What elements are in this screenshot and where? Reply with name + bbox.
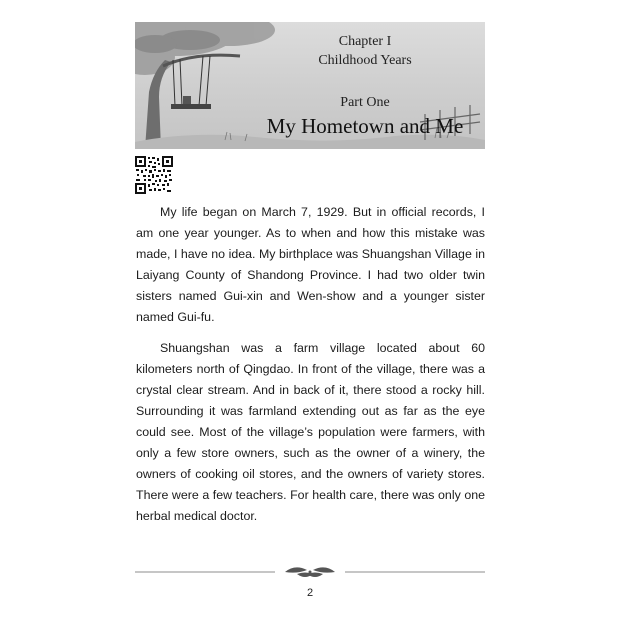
page-number: 2 (306, 587, 314, 599)
qr-code-icon[interactable] (135, 156, 173, 194)
paragraph-1: My life began on March 7, 1929. But in official records, I am one year younger. As to when and how this mistake was made, I have no idea. My birthplace was Shuangshan Village in Laiyang County of Shandong Province. I had two older twin sisters named Gui-xin and Wen-show and a younger sister named Gui-fu. (136, 205, 485, 324)
part-label: Part One (340, 95, 390, 110)
part-title: My Hometown and Me (266, 114, 464, 138)
paragraph-2: Shuangshan was a farm village located about 60 kilometers north of Qingdao. In front of the village, there was a crystal clear stream. And in back of it, there stood a rocky hill. Surrounding it was farmland extending out as far as the eye could see. Most of the village’s population were farmers, with only a few store owners, such as the owner of a winery, the owners of cooking oil stores, and the owners of variety stores. There were a few teachers. For health care, there was only one herbal medical doctor. (136, 341, 485, 523)
chapter-banner (135, 22, 485, 149)
body-text (136, 202, 485, 537)
chapter-title: Childhood Years (318, 53, 412, 68)
leaf-ornament-icon (135, 562, 485, 582)
chapter-number: Chapter I (338, 34, 392, 49)
